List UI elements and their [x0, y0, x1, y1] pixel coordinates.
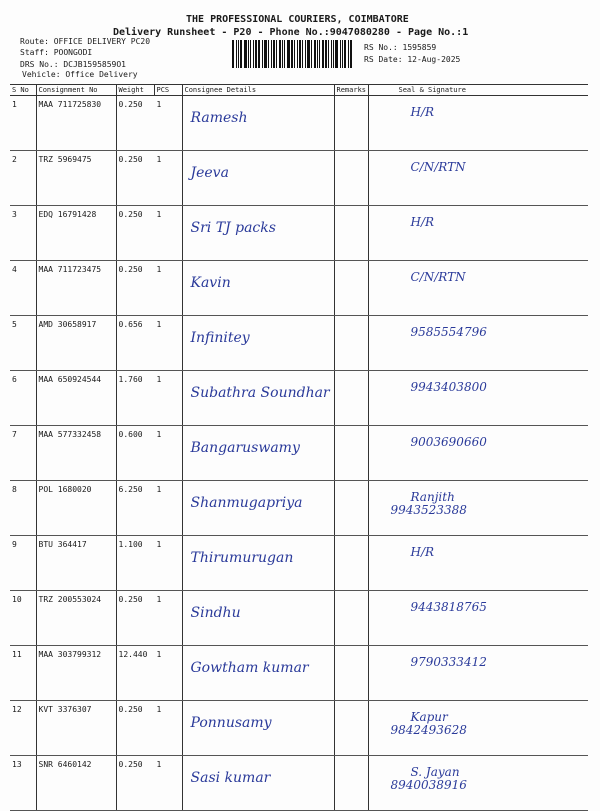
pcs-value: 1 — [156, 650, 162, 659]
sno-cell: 13 — [10, 756, 36, 811]
barcode-bar — [294, 40, 295, 68]
weight-value: 1.100 — [118, 540, 143, 549]
barcode-bar — [319, 40, 320, 68]
barcode-bar — [238, 40, 239, 68]
company-title: THE PROFESSIONAL COURIERS, COIMBATORE — [186, 14, 409, 25]
signature-line-2: 8940038916 — [390, 778, 467, 792]
col-header-seal: Seal & Signature — [368, 85, 588, 96]
barcode-bar — [325, 40, 327, 68]
consignee-name: Ponnusamy — [182, 701, 334, 756]
consignment-cell: KVT 3376307 — [36, 701, 116, 756]
remarks-cell — [334, 316, 368, 371]
weight-value: 0.250 — [118, 265, 143, 274]
signature-cell — [368, 151, 588, 206]
barcode-bar — [268, 40, 269, 68]
table-row — [10, 591, 588, 646]
barcode-bar — [333, 40, 334, 68]
pcs-value: 1 — [156, 595, 162, 604]
consignee-name: Sindhu — [182, 591, 334, 646]
signature-cell — [368, 536, 588, 591]
barcode-bar — [253, 40, 254, 68]
signature-cell — [368, 371, 588, 426]
consignee-name: Thirumurugan — [182, 536, 334, 591]
barcode-bar — [297, 40, 298, 68]
weight-value: 0.600 — [118, 430, 143, 439]
consignment-cell: MAA 711723475 — [36, 261, 116, 316]
signature-line-1: Ranjith — [410, 490, 455, 504]
signature-cell — [368, 591, 588, 646]
table-row — [10, 756, 588, 811]
consignee-name: Sasi kumar — [182, 756, 334, 811]
pcs-value: 1 — [156, 320, 162, 329]
staff-label: Staff: POONGODI — [20, 48, 93, 57]
pcs-value: 1 — [156, 485, 162, 494]
consignee-name: Infinitey — [182, 316, 334, 371]
weight-pcs-cell — [116, 536, 182, 591]
consignment-cell: TRZ 200553024 — [36, 591, 116, 646]
signature-cell — [368, 316, 588, 371]
table-header-row — [10, 85, 588, 96]
signature-line-1: C/N/RTN — [410, 160, 466, 174]
route-label: Route: OFFICE DELIVERY PC20 — [20, 37, 151, 46]
sno-cell: 1 — [10, 96, 36, 151]
signature-cell — [368, 701, 588, 756]
signature-line-1: H/R — [410, 215, 435, 229]
consignee-name: Bangaruswamy — [182, 426, 334, 481]
signature-line-1: Kapur — [410, 710, 448, 724]
col-header-consignment: Consignment No — [36, 85, 116, 96]
weight-pcs-cell — [116, 316, 182, 371]
consignment-cell: MAA 650924544 — [36, 371, 116, 426]
consignment-cell: EDQ 16791428 — [36, 206, 116, 261]
barcode-bar — [299, 40, 301, 68]
weight-pcs-cell — [116, 151, 182, 206]
sno-cell: 2 — [10, 151, 36, 206]
signature-line-1: 9790333412 — [410, 655, 487, 669]
signature-line-1: H/R — [410, 105, 435, 119]
drs-number: DRS No.: DCJB1595859O1 — [20, 60, 126, 69]
barcode-bar — [236, 40, 237, 68]
signature-line-1: C/N/RTN — [410, 270, 466, 284]
rs-number: RS No.: 1595859 — [364, 43, 437, 52]
weight-value: 1.760 — [118, 375, 143, 384]
table-row — [10, 96, 588, 151]
remarks-cell — [334, 96, 368, 151]
sno-cell: 4 — [10, 261, 36, 316]
barcode-bar — [244, 40, 247, 68]
weight-pcs-cell — [116, 756, 182, 811]
remarks-cell — [334, 756, 368, 811]
signature-line-1: 9003690660 — [410, 435, 487, 449]
consignee-name: Subathra Soundhar — [182, 371, 334, 426]
weight-pcs-cell — [116, 591, 182, 646]
remarks-cell — [334, 151, 368, 206]
signature-cell — [368, 646, 588, 701]
barcode-bar — [282, 40, 283, 68]
barcode-bar — [340, 40, 341, 68]
consignment-cell: TRZ 5969475 — [36, 151, 116, 206]
remarks-cell — [334, 481, 368, 536]
col-header-weight: Weight — [116, 85, 154, 96]
weight-pcs-cell — [116, 481, 182, 536]
signature-cell — [368, 261, 588, 316]
remarks-cell — [334, 206, 368, 261]
sno-cell: 11 — [10, 646, 36, 701]
weight-pcs-cell — [116, 701, 182, 756]
pcs-value: 1 — [156, 705, 162, 714]
sno-cell: 5 — [10, 316, 36, 371]
table-row — [10, 481, 588, 536]
barcode-bar — [350, 40, 352, 68]
pcs-value: 1 — [156, 100, 162, 109]
signature-cell — [368, 481, 588, 536]
barcode-bar — [250, 40, 251, 68]
weight-pcs-cell — [116, 646, 182, 701]
table-row — [10, 316, 588, 371]
weight-value: 0.250 — [118, 100, 143, 109]
sno-cell: 10 — [10, 591, 36, 646]
weight-value: 0.250 — [118, 760, 143, 769]
pcs-value: 1 — [156, 210, 162, 219]
remarks-cell — [334, 371, 368, 426]
remarks-cell — [334, 591, 368, 646]
barcode-bar — [279, 40, 281, 68]
barcode-bar — [322, 40, 324, 68]
barcode-bar — [248, 40, 249, 68]
signature-line-2: 9842493628 — [390, 723, 467, 737]
signature-line-1: 9443818765 — [410, 600, 487, 614]
weight-value: 0.250 — [118, 705, 143, 714]
consignee-name: Shanmugapriya — [182, 481, 334, 536]
weight-value: 12.440 — [118, 650, 148, 659]
sno-cell: 8 — [10, 481, 36, 536]
consignment-cell: AMD 30658917 — [36, 316, 116, 371]
barcode-bar — [240, 40, 242, 68]
consignment-cell: MAA 711725830 — [36, 96, 116, 151]
remarks-cell — [334, 646, 368, 701]
sno-cell: 6 — [10, 371, 36, 426]
consignment-cell: SNR 6460142 — [36, 756, 116, 811]
signature-cell — [368, 96, 588, 151]
vehicle-label: Vehicle: Office Delivery — [22, 70, 138, 79]
signature-cell — [368, 206, 588, 261]
signature-cell — [368, 426, 588, 481]
weight-pcs-cell — [116, 426, 182, 481]
barcode-image — [232, 40, 360, 68]
weight-value: 0.250 — [118, 155, 143, 164]
sno-cell: 9 — [10, 536, 36, 591]
weight-value: 6.250 — [118, 485, 143, 494]
remarks-cell — [334, 261, 368, 316]
signature-line-1: 9943403800 — [410, 380, 487, 394]
barcode-bar — [287, 40, 290, 68]
table-row — [10, 206, 588, 261]
barcode-bar — [305, 40, 306, 68]
consignment-cell: MAA 303799312 — [36, 646, 116, 701]
barcode-bar — [307, 40, 310, 68]
barcode-bar — [273, 40, 275, 68]
sno-cell: 3 — [10, 206, 36, 261]
pcs-value: 1 — [156, 375, 162, 384]
barcode-bar — [302, 40, 303, 68]
barcode-bar — [314, 40, 316, 68]
consignment-cell: MAA 577332458 — [36, 426, 116, 481]
weight-pcs-cell — [116, 206, 182, 261]
consignee-name: Kavin — [182, 261, 334, 316]
weight-pcs-cell — [116, 261, 182, 316]
col-header-remarks: Remarks — [334, 85, 368, 96]
barcode-bar — [232, 40, 234, 68]
barcode-bar — [276, 40, 277, 68]
barcode-bar — [348, 40, 349, 68]
barcode-bar — [331, 40, 332, 68]
signature-line-1: H/R — [410, 545, 435, 559]
barcode-bar — [328, 40, 329, 68]
consignee-name: Sri TJ packs — [182, 206, 334, 261]
col-header-pcs: PCS — [154, 85, 182, 96]
consignee-name: Ramesh — [182, 96, 334, 151]
barcode-bar — [284, 40, 285, 68]
consignment-cell: POL 1680020 — [36, 481, 116, 536]
table-row — [10, 536, 588, 591]
col-header-sno: S No — [10, 85, 36, 96]
barcode-bar — [291, 40, 293, 68]
table-row — [10, 646, 588, 701]
barcode-bar — [271, 40, 272, 68]
pcs-value: 1 — [156, 265, 162, 274]
table-row — [10, 701, 588, 756]
table-row — [10, 261, 588, 316]
barcode-bar — [258, 40, 260, 68]
signature-line-2: 9943523388 — [390, 503, 467, 517]
runsheet-table — [10, 84, 588, 811]
signature-cell — [368, 756, 588, 811]
barcode-bar — [255, 40, 257, 68]
rs-date: RS Date: 12-Aug-2025 — [364, 55, 461, 64]
pcs-value: 1 — [156, 760, 162, 769]
barcode-bar — [344, 40, 346, 68]
consignment-cell: BTU 364417 — [36, 536, 116, 591]
pcs-value: 1 — [156, 430, 162, 439]
table-row — [10, 371, 588, 426]
col-header-consignee: Consignee Details — [182, 85, 334, 96]
weight-pcs-cell — [116, 371, 182, 426]
weight-value: 0.250 — [118, 210, 143, 219]
pcs-value: 1 — [156, 155, 162, 164]
remarks-cell — [334, 701, 368, 756]
barcode-bar — [311, 40, 312, 68]
barcode-bar — [317, 40, 318, 68]
signature-line-1: S. Jayan — [410, 765, 460, 779]
barcode-bar — [262, 40, 263, 68]
consignee-name: Jeeva — [182, 151, 334, 206]
weight-pcs-cell — [116, 96, 182, 151]
remarks-cell — [334, 426, 368, 481]
pcs-value: 1 — [156, 540, 162, 549]
barcode-bar — [264, 40, 267, 68]
barcode-bar — [342, 40, 343, 68]
weight-value: 0.250 — [118, 595, 143, 604]
remarks-cell — [334, 536, 368, 591]
weight-value: 0.656 — [118, 320, 143, 329]
sno-cell: 12 — [10, 701, 36, 756]
consignee-name: Gowtham kumar — [182, 646, 334, 701]
table-row — [10, 426, 588, 481]
table-row — [10, 151, 588, 206]
signature-line-1: 9585554796 — [410, 325, 487, 339]
sno-cell: 7 — [10, 426, 36, 481]
runsheet-subtitle: Delivery Runsheet - P20 - Phone No.:9047080280 - Page No.:1 — [113, 27, 469, 38]
barcode-bar — [335, 40, 338, 68]
